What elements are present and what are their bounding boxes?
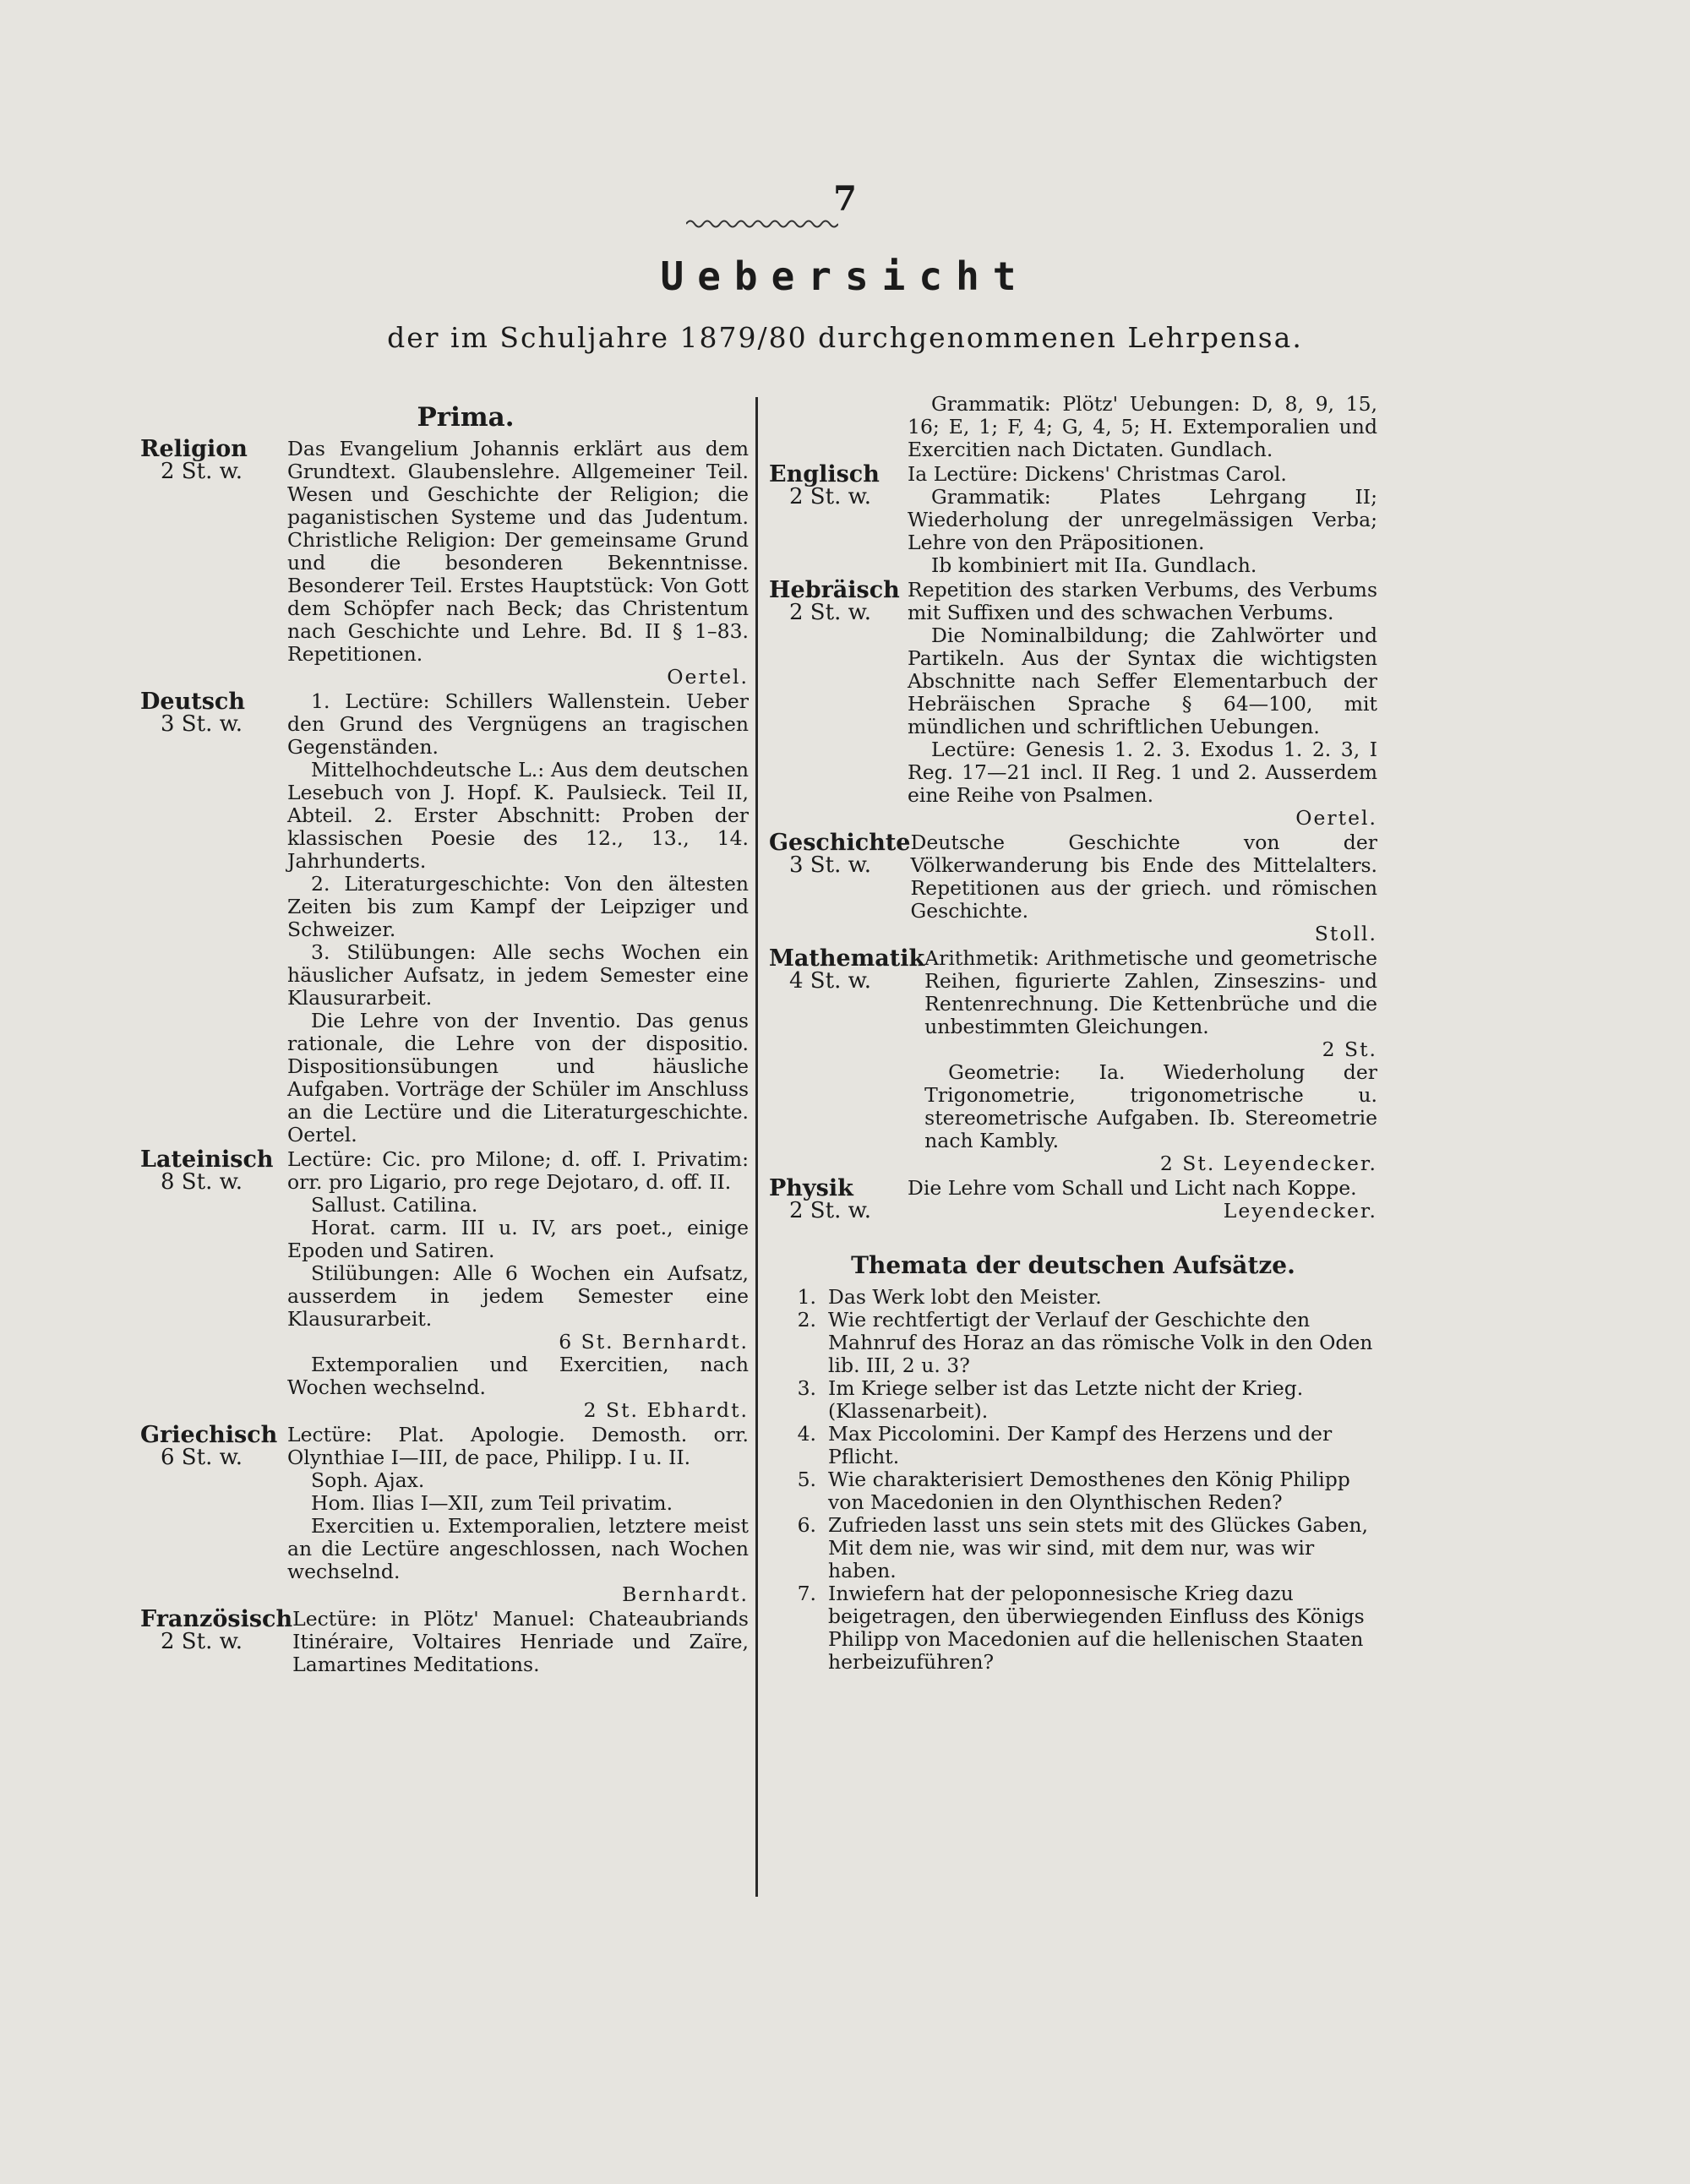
subject-name: Hebräisch [769,577,900,603]
teacher-signature: Bernhardt. [622,1582,749,1606]
paragraph: Repetition des starken Verbums, des Verbums mit Suffixen und des schwachen Verbums. [908,578,1377,624]
theme-item [769,1514,1377,1582]
paragraph: Geometrie: Ia. Wiederholung der Trigonometrie, trigonometrische u. stereometrische Aufgaben. Ib. Stereometrie nach Kambly. [924,1060,1377,1152]
subject-content [287,438,749,689]
subject-label [769,463,908,577]
hours-note: 2 St. [1322,1038,1377,1061]
subject-hours: 3 St. w. [789,852,872,878]
paragraph: Hom. Ilias I—XII, zum Teil privatim. [311,1491,673,1515]
paragraph: Lectüre: Plat. Apologie. Demosth. orr. Olynthiae I—III, de pace, Philipp. I u. II. [287,1423,749,1469]
subject-label-empty [769,393,908,461]
subject-hours: 2 St. w. [161,459,243,484]
section-hebraeisch [769,579,1377,830]
teacher-signature: 6 St. Bernhardt. [559,1330,749,1353]
theme-text: Wie rechtfertigt der Verlauf der Geschichte den Mahnruf des Horaz an das römische Volk in den Oden lib. III, 2 u. 3? [828,1308,1373,1377]
paragraph: Lectüre: in Plötz' Manuel: Chateaubriands Itinéraire, Voltaires Henriade und Zaïre, Lamartines Meditations. [292,1607,749,1676]
subject-hours: 4 St. w. [789,968,872,994]
paragraph: 1. Lectüre: Schillers Wallenstein. Ueber den Grund des Vergnügens an tragischen Gegenständen. [287,689,749,759]
section-griechisch [140,1424,749,1606]
subject-label [140,1424,287,1606]
subject-content [910,831,1377,945]
paragraph: 3. Stilübungen: Alle sechs Wochen ein häuslicher Aufsatz, in jedem Semester eine Klausurarbeit. [287,940,749,1010]
subject-content [287,1148,749,1422]
section-mathematik [769,947,1377,1175]
paragraph: Grammatik: Plates Lehrgang II; Wiederholung der unregelmässigen Verba; Lehre von den Präpositionen. [908,485,1377,554]
page-subtitle: der im Schuljahre 1879/80 durchgenommenen Lehrpensa. [387,321,1303,354]
teacher-signature: Oertel. [667,665,749,689]
paragraph: Ib kombiniert mit IIa. Gundlach. [931,553,1257,577]
teacher-signature: 2 St. Ebhardt. [583,1398,749,1422]
subject-hours: 2 St. w. [789,600,872,625]
section-physik [769,1177,1377,1223]
subject-label [769,579,908,830]
ornament-wave-icon [686,218,838,230]
subject-label [140,438,287,689]
subject-name: Deutsch [140,689,245,715]
paragraph: Stilübungen: Alle 6 Wochen ein Aufsatz, ausserdem in jedem Semester eine Klausurarbeit. [287,1261,749,1331]
theme-text: Inwiefern hat der peloponnesische Krieg dazu beigetragen, den überwiegenden Einfluss des Königs Philipp von Macedonien auf die hellenischen Staaten herbeizuführen? [828,1582,1365,1674]
paragraph: Deutsche Geschichte von der Völkerwanderung bis Ende des Mittelalters. Repetitionen aus der griech. und römischen Geschichte. [910,831,1377,923]
paragraph: Arithmetik: Arithmetische und geometrische Reihen, figurierte Zahlen, Zinseszins- und Rentenrechnung. Die Kettenbrüche und die unbestimmten Gleichungen. [924,946,1377,1038]
theme-item [769,1468,1377,1514]
subject-name: Mathematik [769,945,925,972]
teacher-signature: Leyendecker. [1223,1199,1377,1223]
theme-item [769,1423,1377,1468]
paragraph: Lectüre: Genesis 1. 2. 3. Exodus 1. 2. 3, I Reg. 17—21 incl. II Reg. 1 und 2. Ausserdem eine Reihe von Psalmen. [908,738,1377,807]
paragraph: Grammatik: Plötz' Uebungen: D, 8, 9, 15, 16; E, 1; F, 4; G, 4, 5; H. Extemporalien und Exercitien nach Dictaten. Gundlach. [908,392,1377,461]
theme-number: 3. [797,1376,816,1400]
right-column [769,393,1377,1674]
subject-hours: 2 St. w. [789,1198,872,1223]
subject-content [908,1177,1377,1223]
subject-name: Geschichte [769,830,911,856]
subject-name: Physik [769,1175,853,1201]
theme-number: 4. [797,1422,816,1446]
paragraph: Die Nominalbildung; die Zahlwörter und Partikeln. Aus der Syntax die wichtigsten Abschnitte nach Seffer Elementarbuch der Hebräischen Sprache § 64—100, mit mündlichen und schriftlichen Uebungen. [908,624,1377,738]
teacher-signature: Oertel. [1295,806,1377,830]
subject-label [140,1608,292,1676]
subject-label [769,947,924,1175]
page-number: 7 [833,179,857,219]
subject-content [287,690,749,1146]
subject-hours: 3 St. w. [161,711,243,737]
theme-text: Im Kriege selber ist das Letzte nicht der Krieg. (Klassenarbeit). [828,1376,1304,1423]
theme-item [769,1377,1377,1423]
section-lateinisch [140,1148,749,1422]
subject-label [140,1148,287,1422]
section-franzoesisch-continued [769,393,1377,461]
section-religion [140,438,749,689]
paragraph: Die Lehre von der Inventio. Das genus rationale, die Lehre von der dispositio. Dispositionsübungen und häusliche Aufgaben. Vorträge der Schüler im Anschluss an die Lectüre und die Literaturgeschichte. Oertel. [287,1009,749,1146]
paragraph: Ia Lectüre: Dickens' Christmas Carol. [908,462,1287,486]
subject-hours: 2 St. w. [789,484,872,509]
paragraph: Mittelhochdeutsche L.: Aus dem deutschen Lesebuch von J. Hopf. K. Paulsieck. Teil II, Abteil. 2. Erster Abschnitt: Proben der klassischen Poesie des 12., 13., 14. Jahrhunderts. [287,758,749,873]
paragraph: 2. Literaturgeschichte: Von den ältesten Zeiten bis zum Kampf der Leipziger und Schweizer. [287,872,749,941]
subject-name: Lateinisch [140,1146,274,1173]
theme-text: Zufrieden lasst uns sein stets mit des Glückes Gaben, Mit dem nie, was wir sind, mit dem nur, was wir haben. [828,1513,1368,1582]
subject-hours: 8 St. w. [161,1169,243,1195]
paragraph: Lectüre: Cic. pro Milone; d. off. I. Privatim: orr. pro Ligario, pro rege Dejotaro, d. off. II. [287,1147,749,1194]
paragraph: Das Evangelium Johannis erklärt aus dem Grundtext. Glaubenslehre. Allgemeiner Teil. Wesen und Geschichte der Religion; die paganistischen Systeme und das Judentum. Christliche Religion: Der gemeinsame Grund und die besonderen Bekenntnisse. Besonderer Teil. Erstes Hauptstück: Von Gott dem Schöpfer nach Beck; das Christentum nach Geschichte und Lehre. Bd. II § 1–83. Repetitionen. [287,437,749,666]
themes-list [769,1286,1377,1674]
paragraph: Soph. Ajax. [311,1468,425,1492]
subject-name: Religion [140,436,248,462]
subject-name: Französisch [140,1606,293,1632]
paragraph: Sallust. Catilina. [311,1193,478,1217]
theme-text: Wie charakterisiert Demosthenes den König Philipp von Macedonien in den Olynthischen Reden? [828,1468,1350,1514]
column-divider [755,397,758,1897]
subject-hours: 2 St. w. [161,1629,243,1654]
section-geschichte [769,831,1377,945]
section-franzoesisch [140,1608,749,1676]
subject-label [769,1177,908,1223]
subject-content [924,947,1377,1175]
subject-name: Englisch [769,461,880,487]
theme-item [769,1286,1377,1309]
theme-number: 7. [797,1582,816,1605]
theme-text: Das Werk lobt den Meister. [828,1285,1102,1309]
theme-number: 2. [797,1308,816,1332]
section-deutsch [140,690,749,1146]
subject-hours: 6 St. w. [161,1445,243,1470]
paragraph: Exercitien u. Extemporalien, letztere meist an die Lectüre angeschlossen, nach Wochen wechselnd. [287,1514,749,1583]
subject-content [908,393,1377,461]
page-title: Uebersicht [660,253,1030,299]
theme-number: 1. [797,1285,816,1309]
themes-heading: Themata der deutschen Aufsätze. [851,1251,1295,1279]
paragraph: Extemporalien und Exercitien, nach Wochen wechselnd. [287,1353,749,1399]
theme-number: 5. [797,1468,816,1491]
subject-content [908,463,1377,577]
subject-content [287,1424,749,1606]
section-englisch [769,463,1377,577]
subject-content [292,1608,749,1676]
left-column [140,397,749,1676]
paragraph: Die Lehre vom Schall und Licht nach Koppe. [908,1176,1357,1200]
theme-item [769,1582,1377,1674]
subject-content [908,579,1377,830]
theme-text: Max Piccolomini. Der Kampf des Herzens und der Pflicht. [828,1422,1333,1468]
subject-label [769,831,910,945]
theme-number: 6. [797,1513,816,1537]
subject-name: Griechisch [140,1422,278,1448]
class-heading: Prima. [417,402,515,433]
teacher-signature: Stoll. [1314,922,1377,945]
teacher-signature: 2 St. Leyendecker. [1159,1152,1377,1175]
theme-item [769,1309,1377,1377]
paragraph: Horat. carm. III u. IV, ars poet., einige Epoden und Satiren. [287,1216,749,1262]
subject-label [140,690,287,1146]
